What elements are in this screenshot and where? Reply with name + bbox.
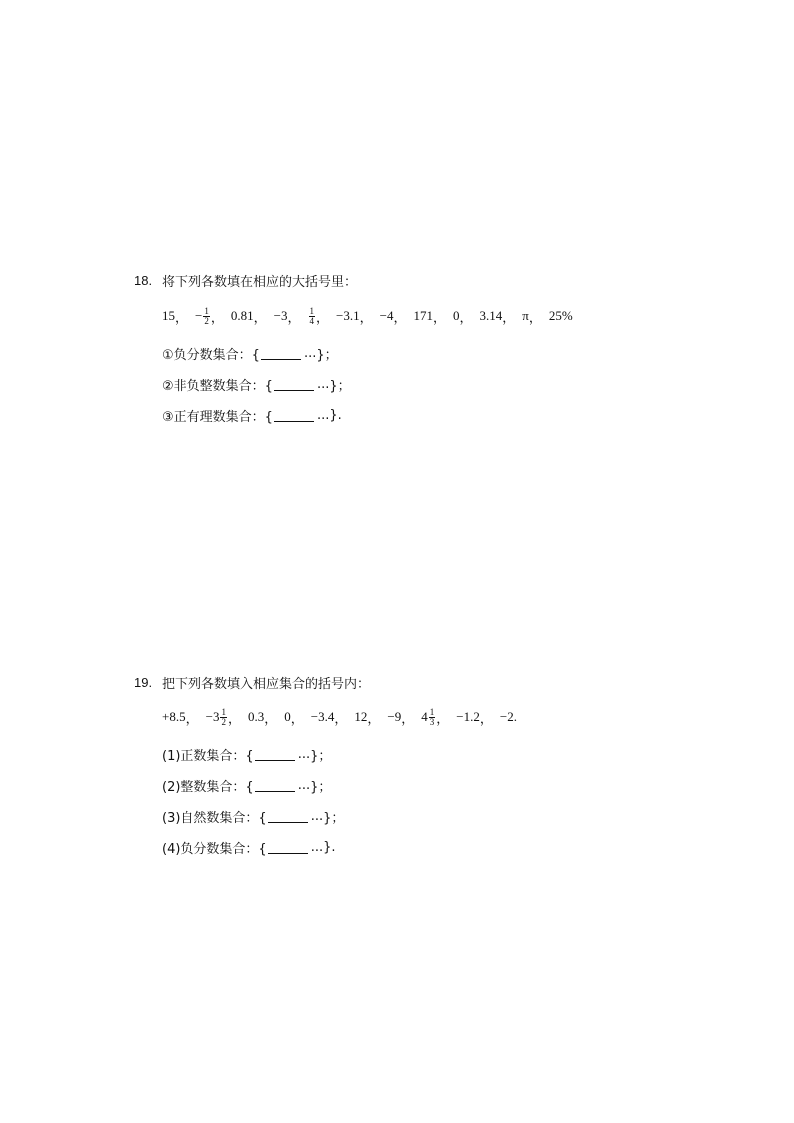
closing-brace: }. [323, 840, 336, 855]
ellipsis: ... [310, 840, 324, 855]
number-item [380, 308, 394, 324]
separator: ， [401, 710, 415, 726]
answer-line [162, 406, 342, 425]
period: . [513, 709, 517, 724]
answer-label: ②非负整数集合：{ [162, 379, 273, 394]
mixed-number [213, 708, 228, 727]
number-value: −3.4 [310, 709, 335, 724]
number-value: 0 [453, 308, 460, 323]
separator: ， [334, 710, 348, 726]
answer-line [162, 344, 338, 363]
answer-line [162, 807, 344, 826]
ellipsis: ... [297, 747, 311, 762]
answer-label: (2)整数集合：{ [162, 780, 254, 795]
denominator: 2 [204, 315, 209, 326]
denominator: 4 [309, 315, 314, 326]
separator: ， [502, 309, 516, 325]
number-value: −9 [387, 709, 402, 724]
number-value: 0 [284, 709, 291, 724]
number-item [206, 708, 228, 727]
sign: − [205, 709, 213, 724]
answer-blank [268, 810, 308, 823]
question-title: 将下列各数填在相应的大括号里： [162, 275, 358, 290]
answer-label: (1)正数集合：{ [162, 749, 254, 764]
number-item [421, 708, 436, 727]
question-number: 19. [134, 675, 153, 690]
whole-part: 4 [421, 709, 428, 724]
closing-brace: }； [316, 348, 338, 363]
number-item [195, 307, 211, 326]
number-item [500, 709, 514, 725]
number-value: 3.14 [479, 308, 503, 323]
separator: ， [287, 309, 301, 325]
number-item [413, 308, 433, 324]
number-item [549, 308, 573, 324]
numerator: 1 [309, 305, 314, 316]
separator: ， [459, 309, 473, 325]
fraction [203, 307, 210, 326]
separator: ， [185, 710, 199, 726]
number-item [456, 709, 480, 725]
fraction [309, 307, 316, 326]
ellipsis: ... [303, 346, 317, 361]
separator: ， [264, 710, 278, 726]
numerator: 1 [429, 706, 435, 717]
answer-blank [255, 748, 295, 761]
number-item [248, 709, 264, 725]
answer-blank [255, 779, 295, 792]
number-item [354, 709, 367, 725]
denominator: 2 [221, 716, 226, 727]
separator: ， [359, 309, 373, 325]
mixed-number [421, 708, 436, 727]
number-value: −2 [499, 709, 514, 724]
separator: ， [253, 309, 267, 325]
whole-part: 3 [212, 709, 220, 724]
number-item [308, 307, 317, 326]
answer-label: (3)自然数集合：{ [162, 811, 267, 826]
number-item [162, 308, 175, 324]
number-item [480, 308, 503, 324]
separator: ， [432, 309, 446, 325]
closing-brace: }； [310, 780, 332, 795]
separator: ， [210, 309, 224, 325]
answer-label: ①负分数集合：{ [162, 348, 260, 363]
number-value: 0.3 [247, 709, 265, 724]
separator: ， [227, 710, 241, 726]
closing-brace: }； [310, 749, 332, 764]
closing-brace: }； [329, 379, 351, 394]
number-list [162, 704, 517, 730]
closing-brace: }. [329, 408, 342, 423]
sign: − [195, 308, 203, 323]
numerator: 1 [204, 305, 209, 316]
separator: ， [175, 309, 189, 325]
answer-line [162, 375, 351, 394]
number-value: 171 [413, 308, 433, 323]
fraction [220, 708, 227, 727]
answer-blank [261, 347, 301, 360]
number-value: 15 [162, 308, 175, 323]
separator: ， [528, 309, 542, 325]
question-title: 把下列各数填入相应集合的括号内： [162, 677, 371, 692]
number-value: π [522, 308, 529, 323]
separator: ， [316, 309, 330, 325]
answer-blank [274, 409, 314, 422]
ellipsis: ... [316, 377, 330, 392]
number-item [336, 308, 360, 324]
closing-brace: }； [323, 811, 345, 826]
answer-line [162, 838, 336, 857]
number-item [162, 709, 186, 725]
number-item [311, 709, 335, 725]
answer-line [162, 745, 331, 764]
ellipsis: ... [297, 778, 311, 793]
ellipsis: ... [316, 408, 330, 423]
answer-line [162, 776, 331, 795]
separator: ， [367, 710, 381, 726]
number-value: 25% [548, 308, 573, 323]
number-item [231, 308, 254, 324]
number-item [522, 308, 529, 324]
number-value: −1.2 [456, 709, 480, 724]
number-value: +8.5 [162, 709, 186, 724]
question-number: 18. [134, 273, 153, 288]
number-item [274, 308, 288, 324]
separator: ， [290, 710, 304, 726]
answer-label: ③正有理数集合：{ [162, 410, 273, 425]
number-value: −3.1 [336, 308, 360, 323]
number-list [162, 303, 573, 329]
ellipsis: ... [310, 809, 324, 824]
denominator: 3 [429, 716, 435, 727]
number-value: −4 [379, 308, 394, 323]
fraction [429, 708, 436, 727]
number-item [387, 709, 401, 725]
numerator: 1 [221, 706, 226, 717]
number-value: 12 [354, 709, 368, 724]
separator: ， [436, 710, 450, 726]
number-value: −3 [273, 308, 288, 323]
answer-blank [268, 841, 308, 854]
separator: ， [479, 710, 493, 726]
answer-label: (4)负分数集合：{ [162, 842, 267, 857]
separator: ， [393, 309, 407, 325]
number-value: 0.81 [230, 308, 254, 323]
answer-blank [274, 378, 314, 391]
